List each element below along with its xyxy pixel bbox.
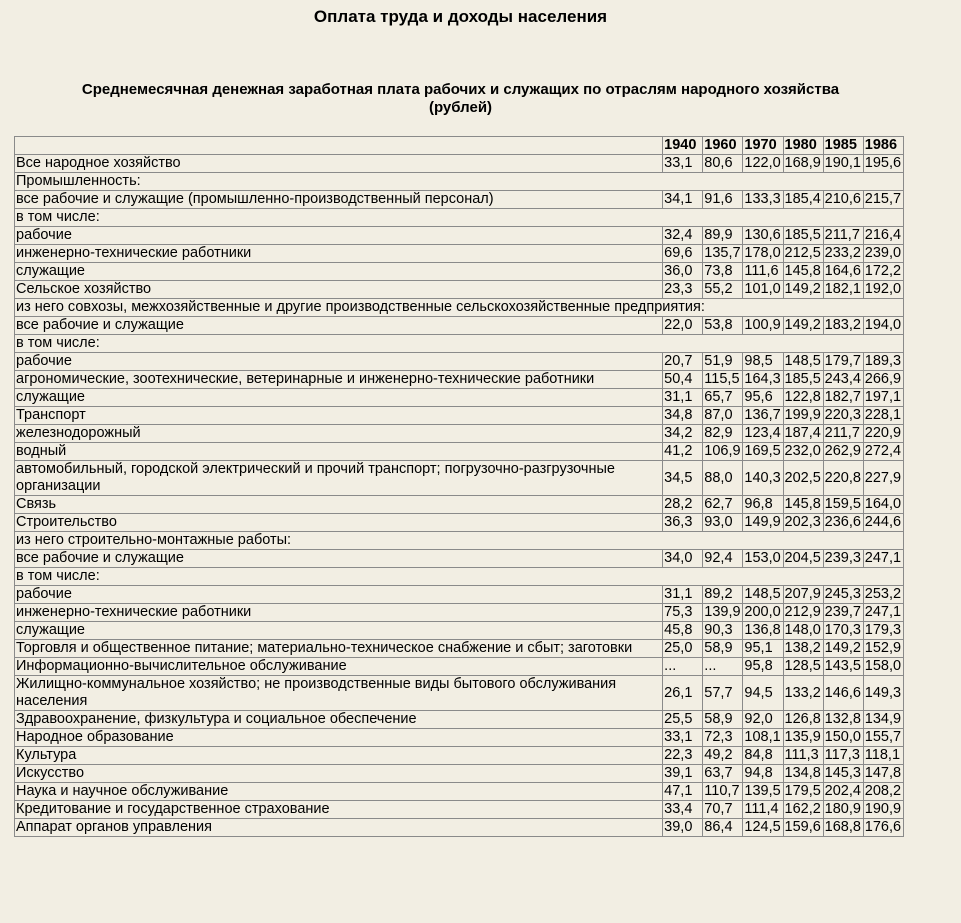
value-cell-1985: 190,1 (823, 155, 863, 173)
value-cell-1980: 133,2 (783, 676, 823, 711)
value-cell-1986: 149,3 (863, 676, 903, 711)
row-label: автомобильный, городской электрический и прочий транспорт; погрузочно-разгрузочные организации (15, 461, 663, 496)
value-cell-1980: 111,3 (783, 747, 823, 765)
value-cell-1980: 187,4 (783, 425, 823, 443)
value-cell-1970: 200,0 (743, 604, 783, 622)
row-label: служащие (15, 263, 663, 281)
value-cell-1960: 89,2 (703, 586, 743, 604)
row-label: Связь (15, 496, 663, 514)
value-cell-1985: 202,4 (823, 783, 863, 801)
value-cell-1960: 51,9 (703, 353, 743, 371)
row-label: рабочие (15, 227, 663, 245)
value-cell-1940: 25,0 (663, 640, 703, 658)
table-section-row (15, 209, 904, 227)
value-cell-1960: 55,2 (703, 281, 743, 299)
value-cell-1986: 195,6 (863, 155, 903, 173)
table-row (15, 317, 904, 335)
value-cell-1980: 179,5 (783, 783, 823, 801)
value-cell-1986: 155,7 (863, 729, 903, 747)
value-cell-1985: 179,7 (823, 353, 863, 371)
value-cell-1980: 149,2 (783, 317, 823, 335)
value-cell-1980: 185,4 (783, 191, 823, 209)
value-cell-1940: 75,3 (663, 604, 703, 622)
value-cell-1985: 233,2 (823, 245, 863, 263)
table-row (15, 711, 904, 729)
table-row (15, 443, 904, 461)
value-cell-1986: 189,3 (863, 353, 903, 371)
value-cell-1940: 39,0 (663, 819, 703, 837)
value-cell-1940: 31,1 (663, 389, 703, 407)
value-cell-1986: 266,9 (863, 371, 903, 389)
value-cell-1980: 128,5 (783, 658, 823, 676)
page-title: Оплата труда и доходы населения (313, 7, 608, 26)
table-row (15, 658, 904, 676)
section-label: в том числе: (15, 568, 904, 586)
value-cell-1985: 146,6 (823, 676, 863, 711)
value-cell-1970: 136,7 (743, 407, 783, 425)
row-label: Все народное хозяйство (15, 155, 663, 173)
value-cell-1986: 247,1 (863, 550, 903, 568)
value-cell-1986: 190,9 (863, 801, 903, 819)
table-row (15, 801, 904, 819)
value-cell-1940: 34,0 (663, 550, 703, 568)
value-cell-1980: 148,0 (783, 622, 823, 640)
value-cell-1970: 95,6 (743, 389, 783, 407)
value-cell-1940: 34,2 (663, 425, 703, 443)
value-cell-1980: 134,8 (783, 765, 823, 783)
value-cell-1940: 34,1 (663, 191, 703, 209)
header-year: 1985 (823, 137, 863, 155)
value-cell-1960: 58,9 (703, 711, 743, 729)
value-cell-1986: 172,2 (863, 263, 903, 281)
value-cell-1970: 111,6 (743, 263, 783, 281)
value-cell-1970: 153,0 (743, 550, 783, 568)
table-row (15, 604, 904, 622)
section-label: из него строительно-монтажные работы: (15, 532, 904, 550)
value-cell-1970: 130,6 (743, 227, 783, 245)
row-label: Аппарат органов управления (15, 819, 663, 837)
value-cell-1985: 210,6 (823, 191, 863, 209)
row-label: служащие (15, 389, 663, 407)
value-cell-1986: 176,6 (863, 819, 903, 837)
row-label: все рабочие и служащие (15, 550, 663, 568)
value-cell-1986: 208,2 (863, 783, 903, 801)
value-cell-1940: 36,0 (663, 263, 703, 281)
value-cell-1940: 28,2 (663, 496, 703, 514)
table-row (15, 263, 904, 281)
value-cell-1970: 94,8 (743, 765, 783, 783)
table-row (15, 819, 904, 837)
value-cell-1970: 136,8 (743, 622, 783, 640)
value-cell-1970: 95,1 (743, 640, 783, 658)
row-label: инженерно-технические работники (15, 245, 663, 263)
value-cell-1986: 216,4 (863, 227, 903, 245)
value-cell-1940: 34,5 (663, 461, 703, 496)
value-cell-1986: 227,9 (863, 461, 903, 496)
section-label: из него совхозы, межхозяйственные и другие производственные сельскохозяйственные предприятия: (15, 299, 904, 317)
value-cell-1980: 162,2 (783, 801, 823, 819)
value-cell-1960: 110,7 (703, 783, 743, 801)
value-cell-1970: 149,9 (743, 514, 783, 532)
value-cell-1986: 197,1 (863, 389, 903, 407)
row-label: Кредитование и государственное страхование (15, 801, 663, 819)
table-header-row (15, 137, 904, 155)
value-cell-1980: 212,5 (783, 245, 823, 263)
value-cell-1985: 243,4 (823, 371, 863, 389)
table-row (15, 640, 904, 658)
value-cell-1940: 34,8 (663, 407, 703, 425)
section-label: в том числе: (15, 335, 904, 353)
value-cell-1960: 90,3 (703, 622, 743, 640)
row-label: Здравоохранение, физкультура и социальное обеспечение (15, 711, 663, 729)
value-cell-1980: 135,9 (783, 729, 823, 747)
table-row (15, 622, 904, 640)
header-year: 1960 (703, 137, 743, 155)
value-cell-1985: 236,6 (823, 514, 863, 532)
table-row (15, 586, 904, 604)
row-label: все рабочие и служащие (15, 317, 663, 335)
header-blank-cell (15, 137, 663, 155)
row-label: Информационно-вычислительное обслуживание (15, 658, 663, 676)
value-cell-1970: 94,5 (743, 676, 783, 711)
value-cell-1960: 91,6 (703, 191, 743, 209)
value-cell-1986: 192,0 (863, 281, 903, 299)
value-cell-1980: 232,0 (783, 443, 823, 461)
section-label: Промышленность: (15, 173, 904, 191)
value-cell-1985: 211,7 (823, 425, 863, 443)
value-cell-1940: 50,4 (663, 371, 703, 389)
value-cell-1986: 215,7 (863, 191, 903, 209)
row-label: Сельское хозяйство (15, 281, 663, 299)
value-cell-1960: 115,5 (703, 371, 743, 389)
value-cell-1985: 117,3 (823, 747, 863, 765)
value-cell-1940: 32,4 (663, 227, 703, 245)
value-cell-1970: 101,0 (743, 281, 783, 299)
row-label: Наука и научное обслуживание (15, 783, 663, 801)
table-row (15, 407, 904, 425)
value-cell-1940: ... (663, 658, 703, 676)
value-cell-1980: 122,8 (783, 389, 823, 407)
value-cell-1970: 164,3 (743, 371, 783, 389)
table-row (15, 550, 904, 568)
value-cell-1985: 211,7 (823, 227, 863, 245)
value-cell-1980: 199,9 (783, 407, 823, 425)
wages-table (14, 136, 904, 837)
value-cell-1940: 33,1 (663, 729, 703, 747)
value-cell-1960: 62,7 (703, 496, 743, 514)
value-cell-1960: 63,7 (703, 765, 743, 783)
value-cell-1980: 145,8 (783, 263, 823, 281)
value-cell-1980: 185,5 (783, 371, 823, 389)
table-row (15, 729, 904, 747)
value-cell-1940: 69,6 (663, 245, 703, 263)
row-label: водный (15, 443, 663, 461)
value-cell-1985: 168,8 (823, 819, 863, 837)
value-cell-1940: 39,1 (663, 765, 703, 783)
table-row (15, 747, 904, 765)
table-row (15, 281, 904, 299)
section-label: в том числе: (15, 209, 904, 227)
value-cell-1985: 143,5 (823, 658, 863, 676)
value-cell-1960: 92,4 (703, 550, 743, 568)
value-cell-1970: 98,5 (743, 353, 783, 371)
header-year: 1970 (743, 137, 783, 155)
table-row (15, 227, 904, 245)
header-year: 1940 (663, 137, 703, 155)
value-cell-1980: 202,5 (783, 461, 823, 496)
value-cell-1960: 135,7 (703, 245, 743, 263)
value-cell-1960: 88,0 (703, 461, 743, 496)
value-cell-1985: 180,9 (823, 801, 863, 819)
value-cell-1986: 118,1 (863, 747, 903, 765)
value-cell-1985: 220,3 (823, 407, 863, 425)
value-cell-1960: 73,8 (703, 263, 743, 281)
table-row (15, 783, 904, 801)
header-year: 1986 (863, 137, 903, 155)
value-cell-1985: 170,3 (823, 622, 863, 640)
table-row (15, 461, 904, 496)
row-label: инженерно-технические работники (15, 604, 663, 622)
table-section-row (15, 335, 904, 353)
value-cell-1960: 82,9 (703, 425, 743, 443)
value-cell-1986: 147,8 (863, 765, 903, 783)
row-label: все рабочие и служащие (промышленно-производственный персонал) (15, 191, 663, 209)
value-cell-1986: 228,1 (863, 407, 903, 425)
value-cell-1960: 106,9 (703, 443, 743, 461)
value-cell-1986: 158,0 (863, 658, 903, 676)
value-cell-1970: 95,8 (743, 658, 783, 676)
value-cell-1970: 122,0 (743, 155, 783, 173)
value-cell-1980: 207,9 (783, 586, 823, 604)
value-cell-1970: 123,4 (743, 425, 783, 443)
value-cell-1980: 148,5 (783, 353, 823, 371)
value-cell-1940: 33,4 (663, 801, 703, 819)
value-cell-1960: 80,6 (703, 155, 743, 173)
value-cell-1985: 132,8 (823, 711, 863, 729)
value-cell-1940: 22,0 (663, 317, 703, 335)
value-cell-1986: 194,0 (863, 317, 903, 335)
value-cell-1985: 150,0 (823, 729, 863, 747)
value-cell-1940: 25,5 (663, 711, 703, 729)
value-cell-1970: 124,5 (743, 819, 783, 837)
value-cell-1985: 239,7 (823, 604, 863, 622)
value-cell-1980: 149,2 (783, 281, 823, 299)
value-cell-1960: 65,7 (703, 389, 743, 407)
table-row (15, 765, 904, 783)
value-cell-1985: 239,3 (823, 550, 863, 568)
value-cell-1960: 58,9 (703, 640, 743, 658)
value-cell-1940: 22,3 (663, 747, 703, 765)
row-label: рабочие (15, 353, 663, 371)
value-cell-1980: 212,9 (783, 604, 823, 622)
row-label: рабочие (15, 586, 663, 604)
value-cell-1986: 244,6 (863, 514, 903, 532)
table-row (15, 155, 904, 173)
value-cell-1970: 140,3 (743, 461, 783, 496)
value-cell-1960: 89,9 (703, 227, 743, 245)
value-cell-1970: 133,3 (743, 191, 783, 209)
value-cell-1986: 164,0 (863, 496, 903, 514)
table-row (15, 496, 904, 514)
row-label: железнодорожный (15, 425, 663, 443)
value-cell-1960: 86,4 (703, 819, 743, 837)
value-cell-1986: 179,3 (863, 622, 903, 640)
value-cell-1980: 138,2 (783, 640, 823, 658)
value-cell-1985: 245,3 (823, 586, 863, 604)
value-cell-1986: 272,4 (863, 443, 903, 461)
table-section-row (15, 532, 904, 550)
value-cell-1960: 87,0 (703, 407, 743, 425)
row-label: Строительство (15, 514, 663, 532)
value-cell-1970: 84,8 (743, 747, 783, 765)
value-cell-1940: 33,1 (663, 155, 703, 173)
value-cell-1985: 149,2 (823, 640, 863, 658)
value-cell-1960: 72,3 (703, 729, 743, 747)
table-row (15, 245, 904, 263)
row-label: Культура (15, 747, 663, 765)
value-cell-1985: 164,6 (823, 263, 863, 281)
header-year: 1980 (783, 137, 823, 155)
table-body (15, 155, 904, 837)
table-row (15, 389, 904, 407)
value-cell-1960: 139,9 (703, 604, 743, 622)
row-label: служащие (15, 622, 663, 640)
value-cell-1940: 41,2 (663, 443, 703, 461)
value-cell-1970: 169,5 (743, 443, 783, 461)
value-cell-1986: 239,0 (863, 245, 903, 263)
value-cell-1940: 45,8 (663, 622, 703, 640)
value-cell-1980: 204,5 (783, 550, 823, 568)
value-cell-1980: 126,8 (783, 711, 823, 729)
value-cell-1985: 183,2 (823, 317, 863, 335)
value-cell-1970: 139,5 (743, 783, 783, 801)
value-cell-1960: 49,2 (703, 747, 743, 765)
value-cell-1985: 262,9 (823, 443, 863, 461)
value-cell-1986: 253,2 (863, 586, 903, 604)
value-cell-1980: 185,5 (783, 227, 823, 245)
value-cell-1980: 145,8 (783, 496, 823, 514)
value-cell-1986: 247,1 (863, 604, 903, 622)
table-section-row (15, 568, 904, 586)
value-cell-1960: 53,8 (703, 317, 743, 335)
value-cell-1986: 220,9 (863, 425, 903, 443)
table-title-units: (рублей) (428, 99, 493, 116)
value-cell-1960: 70,7 (703, 801, 743, 819)
row-label: Торговля и общественное питание; материально-техническое снабжение и сбыт; заготовки (15, 640, 663, 658)
row-label: Жилищно-коммунальное хозяйство; не производственные виды бытового обслуживания населения (15, 676, 663, 711)
table-section-row (15, 299, 904, 317)
value-cell-1940: 36,3 (663, 514, 703, 532)
row-label: Искусство (15, 765, 663, 783)
value-cell-1980: 202,3 (783, 514, 823, 532)
value-cell-1960: ... (703, 658, 743, 676)
value-cell-1970: 100,9 (743, 317, 783, 335)
table-row (15, 371, 904, 389)
value-cell-1940: 23,3 (663, 281, 703, 299)
row-label: Транспорт (15, 407, 663, 425)
value-cell-1985: 145,3 (823, 765, 863, 783)
value-cell-1940: 31,1 (663, 586, 703, 604)
value-cell-1970: 92,0 (743, 711, 783, 729)
value-cell-1985: 159,5 (823, 496, 863, 514)
value-cell-1970: 111,4 (743, 801, 783, 819)
table-row (15, 676, 904, 711)
table-row (15, 353, 904, 371)
value-cell-1986: 134,9 (863, 711, 903, 729)
value-cell-1985: 220,8 (823, 461, 863, 496)
value-cell-1970: 148,5 (743, 586, 783, 604)
value-cell-1985: 182,7 (823, 389, 863, 407)
value-cell-1985: 182,1 (823, 281, 863, 299)
table-row (15, 514, 904, 532)
value-cell-1960: 93,0 (703, 514, 743, 532)
value-cell-1980: 159,6 (783, 819, 823, 837)
row-label: агрономические, зоотехнические, ветеринарные и инженерно-технические работники (15, 371, 663, 389)
value-cell-1940: 47,1 (663, 783, 703, 801)
value-cell-1940: 26,1 (663, 676, 703, 711)
value-cell-1960: 57,7 (703, 676, 743, 711)
table-title-line1: Среднемесячная денежная заработная плата рабочих и служащих по отраслям народного хозяйства (81, 81, 840, 98)
value-cell-1986: 152,9 (863, 640, 903, 658)
table-row (15, 191, 904, 209)
value-cell-1970: 108,1 (743, 729, 783, 747)
value-cell-1970: 178,0 (743, 245, 783, 263)
table-row (15, 425, 904, 443)
value-cell-1940: 20,7 (663, 353, 703, 371)
table-section-row (15, 173, 904, 191)
row-label: Народное образование (15, 729, 663, 747)
value-cell-1970: 96,8 (743, 496, 783, 514)
value-cell-1980: 168,9 (783, 155, 823, 173)
table-title (0, 81, 921, 117)
